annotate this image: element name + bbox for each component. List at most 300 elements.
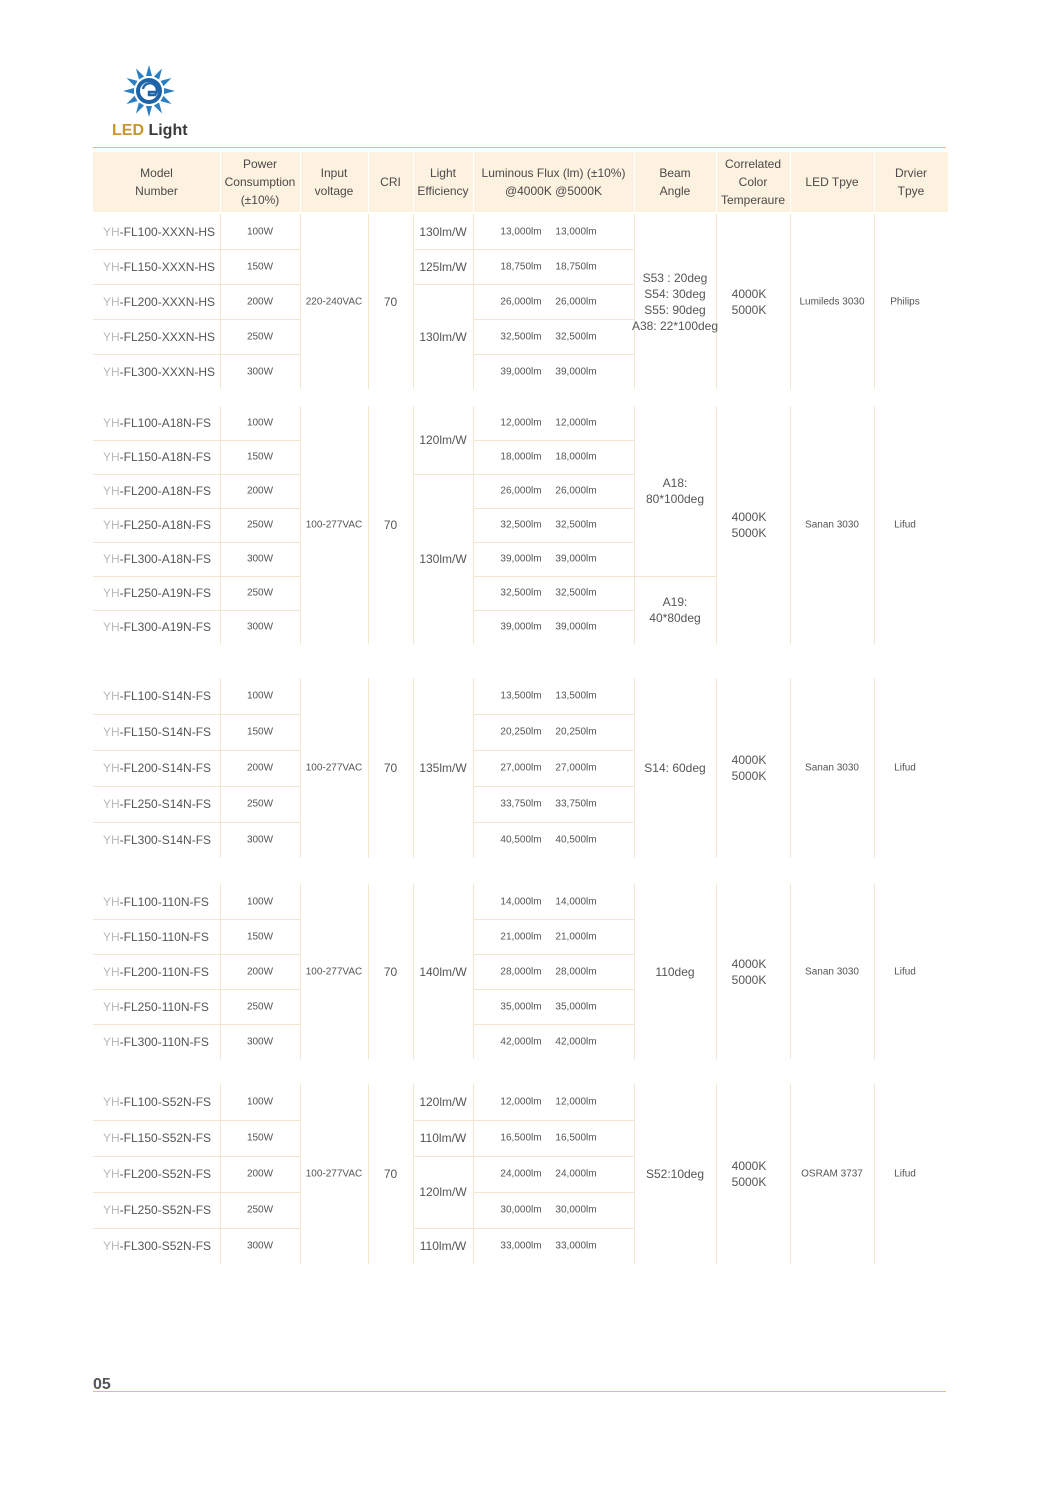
- row-divider: [473, 284, 634, 285]
- model-prefix: YH: [103, 797, 120, 811]
- header-separator: [368, 152, 369, 212]
- row-divider: [93, 750, 300, 751]
- power-value: 100W: [246, 896, 274, 907]
- power-value: 250W: [246, 1001, 274, 1012]
- model-prefix: YH: [103, 259, 120, 274]
- column-divider: [473, 678, 474, 858]
- flux-4000k: 39,000lm: [500, 621, 542, 633]
- flux-5000k: 13,000lm: [555, 226, 597, 237]
- logo-text: [112, 122, 188, 140]
- model-number: [103, 689, 211, 703]
- header-cell: Light Efficiency: [417, 166, 469, 198]
- row-divider: [473, 474, 634, 475]
- row-divider: [473, 1228, 634, 1229]
- model-suffix: -FL100-110N-FS: [119, 894, 209, 909]
- column-divider: [716, 884, 717, 1059]
- row-divider: [473, 1192, 634, 1193]
- flux-4000k: 24,000lm: [500, 1168, 542, 1180]
- column-divider: [634, 678, 635, 858]
- flux-4000k: 40,500lm: [500, 834, 542, 846]
- column-divider: [368, 406, 369, 644]
- model-suffix: -FL300-S52N-FS: [119, 1239, 212, 1253]
- model-number: [103, 833, 211, 847]
- model-suffix: -FL200-XXXN-HS: [119, 294, 216, 309]
- beam-angle: S52:10deg: [645, 1167, 705, 1181]
- row-divider: [93, 249, 300, 250]
- column-divider: [874, 1084, 875, 1264]
- beam-angle: S14: 60deg: [644, 761, 706, 775]
- column-divider: [368, 214, 369, 389]
- company-logo: [108, 64, 208, 144]
- column-divider: [634, 1084, 635, 1264]
- row-divider: [93, 542, 300, 543]
- flux-4000k: 12,000lm: [500, 1096, 542, 1108]
- model-prefix: YH: [103, 1095, 120, 1109]
- model-suffix: -FL150-XXXN-HS: [119, 259, 216, 274]
- header-separator: [413, 152, 414, 212]
- flux-5000k: 26,000lm: [555, 296, 597, 307]
- page-number: 05: [93, 1376, 111, 1393]
- model-number: [103, 586, 211, 600]
- flux-4000k: 12,000lm: [500, 417, 542, 429]
- model-suffix: -FL300-110N-FS: [119, 1034, 209, 1049]
- header-separator: [220, 152, 221, 212]
- power-value: 200W: [246, 966, 274, 977]
- header-separator: [716, 152, 717, 212]
- flux-4000k: 26,000lm: [500, 296, 542, 307]
- flux-4000k: 13,000lm: [500, 226, 542, 237]
- header-cell: Correlated Color Temperaure: [720, 157, 786, 207]
- model-suffix: -FL250-S52N-FS: [119, 1203, 212, 1217]
- led-type: Sanan 3030: [805, 762, 859, 774]
- model-suffix: -FL100-A18N-FS: [119, 416, 212, 430]
- flux-4000k: 39,000lm: [500, 366, 542, 377]
- power-value: 100W: [246, 417, 274, 429]
- power-value: 200W: [246, 1168, 274, 1180]
- model-number: [103, 1203, 211, 1217]
- row-divider: [473, 508, 634, 509]
- model-prefix: YH: [103, 620, 120, 634]
- beam-angle: 110deg: [655, 964, 695, 979]
- model-prefix: YH: [103, 964, 120, 979]
- model-prefix: YH: [103, 224, 120, 239]
- flux-4000k: 26,000lm: [500, 485, 542, 497]
- model-suffix: -FL250-110N-FS: [119, 999, 209, 1014]
- logo-word: Light: [148, 122, 188, 139]
- model-suffix: -FL200-A18N-FS: [119, 484, 212, 498]
- model-number: [103, 260, 215, 274]
- column-divider: [368, 678, 369, 858]
- flux-5000k: 33,750lm: [555, 798, 597, 810]
- flux-5000k: 32,500lm: [555, 331, 597, 342]
- row-divider: [473, 249, 634, 250]
- model-number: [103, 761, 211, 775]
- model-number: [103, 797, 211, 811]
- power-value: 250W: [246, 519, 274, 531]
- flux-4000k: 33,750lm: [500, 798, 542, 810]
- column-divider: [368, 884, 369, 1059]
- row-divider: [473, 319, 634, 320]
- model-prefix: YH: [103, 725, 120, 739]
- model-suffix: -FL100-S14N-FS: [119, 689, 212, 703]
- model-prefix: YH: [103, 761, 120, 775]
- row-divider: [413, 1156, 473, 1157]
- row-divider: [93, 1024, 300, 1025]
- model-number: [103, 1239, 211, 1253]
- flux-5000k: 13,500lm: [555, 690, 597, 702]
- model-prefix: YH: [103, 833, 120, 847]
- flux-4000k: 13,500lm: [500, 690, 542, 702]
- column-divider: [220, 406, 221, 644]
- power-value: 250W: [246, 1204, 274, 1216]
- row-divider: [473, 786, 634, 787]
- power-value: 100W: [246, 1096, 274, 1108]
- model-prefix: YH: [103, 484, 120, 498]
- flux-4000k: 20,250lm: [500, 726, 542, 738]
- flux-4000k: 16,500lm: [500, 1132, 542, 1144]
- row-divider: [93, 714, 300, 715]
- flux-5000k: 18,000lm: [555, 451, 597, 463]
- light-efficiency: 125lm/W: [419, 259, 467, 274]
- cri-value: 70: [383, 1167, 398, 1181]
- column-divider: [300, 678, 301, 858]
- power-value: 200W: [246, 762, 274, 774]
- flux-5000k: 12,000lm: [555, 417, 597, 429]
- column-divider: [790, 214, 791, 389]
- model-number: [103, 620, 211, 634]
- flux-4000k: 21,000lm: [500, 931, 542, 942]
- header-cell: Luminous Flux (lm) (±10%) @4000K @5000K: [481, 166, 626, 198]
- flux-4000k: 28,000lm: [500, 966, 542, 977]
- bottom-rule: [93, 1391, 946, 1392]
- model-prefix: YH: [103, 294, 120, 309]
- column-divider: [473, 1084, 474, 1264]
- model-suffix: -FL200-S14N-FS: [119, 761, 212, 775]
- model-prefix: YH: [103, 1167, 120, 1181]
- model-suffix: -FL200-S52N-FS: [119, 1167, 212, 1181]
- model-suffix: -FL300-A19N-FS: [119, 620, 212, 634]
- column-divider: [220, 884, 221, 1059]
- column-divider: [790, 406, 791, 644]
- row-divider: [93, 954, 300, 955]
- row-divider: [473, 440, 634, 441]
- row-divider: [93, 1192, 300, 1193]
- column-divider: [473, 214, 474, 389]
- header-cell: Drvier Tpye: [895, 166, 927, 198]
- model-number: [103, 552, 211, 566]
- power-value: 300W: [246, 621, 274, 633]
- row-divider: [413, 284, 473, 285]
- model-number: [103, 518, 211, 532]
- flux-5000k: 30,000lm: [555, 1204, 597, 1216]
- model-number: [103, 930, 209, 944]
- model-prefix: YH: [103, 1203, 120, 1217]
- light-efficiency: 140lm/W: [419, 964, 467, 979]
- column-divider: [790, 678, 791, 858]
- column-divider: [716, 406, 717, 644]
- row-divider: [93, 610, 300, 611]
- row-divider: [93, 576, 300, 577]
- color-temperature: 4000K 5000K: [731, 510, 767, 540]
- model-suffix: -FL200-110N-FS: [119, 964, 209, 979]
- led-type: Lumileds 3030: [799, 296, 865, 307]
- cri-value: 70: [383, 518, 398, 532]
- model-suffix: -FL150-S52N-FS: [119, 1131, 212, 1145]
- power-value: 150W: [246, 261, 274, 272]
- model-number: [103, 365, 215, 379]
- light-efficiency: 130lm/W: [419, 552, 467, 566]
- model-number: [103, 725, 211, 739]
- power-value: 300W: [246, 834, 274, 846]
- cri-value: 70: [383, 761, 398, 775]
- cri-value: 70: [383, 964, 398, 979]
- flux-5000k: 39,000lm: [555, 366, 597, 377]
- header-separator: [300, 152, 301, 212]
- cri-value: 70: [383, 294, 398, 309]
- row-divider: [473, 1156, 634, 1157]
- model-suffix: -FL250-A18N-FS: [119, 518, 212, 532]
- flux-4000k: 33,000lm: [500, 1240, 542, 1252]
- model-suffix: -FL100-S52N-FS: [119, 1095, 212, 1109]
- column-divider: [300, 884, 301, 1059]
- model-suffix: -FL100-XXXN-HS: [119, 224, 216, 239]
- flux-5000k: 24,000lm: [555, 1168, 597, 1180]
- table-header: [93, 152, 948, 212]
- row-divider: [634, 576, 716, 577]
- color-temperature: 4000K 5000K: [731, 286, 767, 317]
- light-efficiency: 130lm/W: [419, 329, 467, 344]
- model-suffix: -FL300-S14N-FS: [119, 833, 212, 847]
- model-number: [103, 225, 215, 239]
- row-divider: [93, 474, 300, 475]
- row-divider: [473, 610, 634, 611]
- model-number: [103, 450, 211, 464]
- flux-4000k: 18,000lm: [500, 451, 542, 463]
- beam-angle: S53 : 20deg S54: 30deg S55: 90deg A38: 22*100deg: [631, 270, 719, 333]
- power-value: 300W: [246, 1036, 274, 1047]
- flux-5000k: 26,000lm: [555, 485, 597, 497]
- row-divider: [93, 786, 300, 787]
- flux-5000k: 18,750lm: [555, 261, 597, 272]
- input-voltage: 100-277VAC: [305, 762, 363, 774]
- model-prefix: YH: [103, 1034, 120, 1049]
- flux-5000k: 42,000lm: [555, 1036, 597, 1047]
- logo-brand: LED: [112, 122, 144, 139]
- header-cell: Power Consumption (±10%): [224, 157, 296, 207]
- column-divider: [413, 884, 414, 1059]
- column-divider: [220, 214, 221, 389]
- power-value: 150W: [246, 451, 274, 463]
- flux-4000k: 42,000lm: [500, 1036, 542, 1047]
- flux-5000k: 32,500lm: [555, 587, 597, 599]
- header-separator: [790, 152, 791, 212]
- row-divider: [473, 989, 634, 990]
- flux-5000k: 14,000lm: [555, 896, 597, 907]
- model-number: [103, 484, 211, 498]
- model-suffix: -FL300-A18N-FS: [119, 552, 212, 566]
- model-prefix: YH: [103, 1131, 120, 1145]
- model-suffix: -FL300-XXXN-HS: [119, 364, 216, 379]
- column-divider: [716, 678, 717, 858]
- flux-5000k: 20,250lm: [555, 726, 597, 738]
- row-divider: [93, 1228, 300, 1229]
- flux-5000k: 16,500lm: [555, 1132, 597, 1144]
- input-voltage: 100-277VAC: [305, 519, 363, 531]
- color-temperature: 4000K 5000K: [731, 753, 767, 783]
- model-number: [103, 330, 215, 344]
- flux-5000k: 40,500lm: [555, 834, 597, 846]
- driver-type: Lifud: [894, 762, 916, 774]
- flux-4000k: 30,000lm: [500, 1204, 542, 1216]
- row-divider: [413, 1228, 473, 1229]
- column-divider: [874, 678, 875, 858]
- flux-4000k: 18,750lm: [500, 261, 542, 272]
- model-suffix: -FL150-A18N-FS: [119, 450, 212, 464]
- row-divider: [473, 714, 634, 715]
- flux-5000k: 12,000lm: [555, 1096, 597, 1108]
- model-prefix: YH: [103, 999, 120, 1014]
- led-type: Sanan 3030: [805, 966, 859, 977]
- row-divider: [473, 1120, 634, 1121]
- power-value: 200W: [246, 485, 274, 497]
- flux-5000k: 32,500lm: [555, 519, 597, 531]
- row-divider: [93, 822, 300, 823]
- model-prefix: YH: [103, 689, 120, 703]
- model-number: [103, 965, 209, 979]
- power-value: 150W: [246, 726, 274, 738]
- row-divider: [93, 1156, 300, 1157]
- row-divider: [473, 750, 634, 751]
- header-cell: Beam Angle: [659, 166, 691, 198]
- flux-5000k: 39,000lm: [555, 553, 597, 565]
- beam-angle: A19: 40*80deg: [649, 595, 701, 625]
- model-prefix: YH: [103, 416, 120, 430]
- column-divider: [413, 1084, 414, 1264]
- column-divider: [220, 678, 221, 858]
- power-value: 300W: [246, 553, 274, 565]
- color-temperature: 4000K 5000K: [731, 1159, 767, 1189]
- flux-4000k: 35,000lm: [500, 1001, 542, 1012]
- column-divider: [368, 1084, 369, 1264]
- power-value: 300W: [246, 366, 274, 377]
- row-divider: [473, 954, 634, 955]
- flux-5000k: 35,000lm: [555, 1001, 597, 1012]
- driver-type: Lifud: [894, 519, 916, 531]
- light-efficiency: 135lm/W: [419, 761, 467, 775]
- input-voltage: 100-277VAC: [305, 1168, 363, 1180]
- input-voltage: 220-240VAC: [305, 296, 363, 307]
- row-divider: [93, 319, 300, 320]
- power-value: 100W: [246, 690, 274, 702]
- row-divider: [413, 474, 473, 475]
- model-prefix: YH: [103, 552, 120, 566]
- row-divider: [473, 576, 634, 577]
- driver-type: Lifud: [894, 966, 916, 977]
- flux-4000k: 32,500lm: [500, 587, 542, 599]
- flux-4000k: 14,000lm: [500, 896, 542, 907]
- flux-4000k: 32,500lm: [500, 331, 542, 342]
- header-cell: Input voltage: [314, 166, 354, 198]
- sun-logo-icon: [122, 64, 176, 118]
- flux-5000k: 39,000lm: [555, 621, 597, 633]
- model-suffix: -FL150-110N-FS: [119, 929, 209, 944]
- row-divider: [473, 822, 634, 823]
- driver-type: Lifud: [894, 1168, 916, 1180]
- row-divider: [93, 1120, 300, 1121]
- flux-4000k: 32,500lm: [500, 519, 542, 531]
- model-suffix: -FL250-S14N-FS: [119, 797, 212, 811]
- header-cell: LED Tpye: [805, 175, 859, 189]
- flux-5000k: 28,000lm: [555, 966, 597, 977]
- model-number: [103, 1167, 211, 1181]
- flux-4000k: 39,000lm: [500, 553, 542, 565]
- column-divider: [634, 406, 635, 644]
- model-prefix: YH: [103, 929, 120, 944]
- top-rule: [93, 147, 946, 148]
- model-suffix: -FL150-S14N-FS: [119, 725, 212, 739]
- model-number: [103, 895, 209, 909]
- driver-type: Philips: [890, 296, 920, 307]
- row-divider: [93, 508, 300, 509]
- power-value: 250W: [246, 798, 274, 810]
- column-divider: [716, 1084, 717, 1264]
- column-divider: [473, 884, 474, 1059]
- light-efficiency: 110lm/W: [419, 1131, 467, 1145]
- beam-angle: A18: 80*100deg: [645, 476, 705, 506]
- column-divider: [790, 1084, 791, 1264]
- model-prefix: YH: [103, 329, 120, 344]
- model-number: [103, 1035, 209, 1049]
- column-divider: [300, 214, 301, 389]
- column-divider: [413, 678, 414, 858]
- row-divider: [93, 284, 300, 285]
- header-cell: Model Number: [135, 166, 178, 198]
- power-value: 200W: [246, 296, 274, 307]
- light-efficiency: 120lm/W: [419, 433, 467, 447]
- power-value: 300W: [246, 1240, 274, 1252]
- model-suffix: -FL250-A19N-FS: [119, 586, 212, 600]
- model-number: [103, 1000, 209, 1014]
- model-prefix: YH: [103, 586, 120, 600]
- column-divider: [473, 406, 474, 644]
- led-type: Sanan 3030: [805, 519, 859, 531]
- model-prefix: YH: [103, 1239, 120, 1253]
- column-divider: [413, 406, 414, 644]
- column-divider: [300, 1084, 301, 1264]
- light-efficiency: 110lm/W: [419, 1239, 467, 1253]
- model-number: [103, 295, 215, 309]
- model-suffix: -FL250-XXXN-HS: [119, 329, 216, 344]
- row-divider: [93, 440, 300, 441]
- model-prefix: YH: [103, 450, 120, 464]
- light-efficiency: 130lm/W: [419, 224, 467, 239]
- header-separator: [634, 152, 635, 212]
- led-type: OSRAM 3737: [801, 1168, 863, 1180]
- row-divider: [473, 919, 634, 920]
- flux-5000k: 33,000lm: [555, 1240, 597, 1252]
- model-prefix: YH: [103, 364, 120, 379]
- column-divider: [220, 1084, 221, 1264]
- power-value: 100W: [246, 226, 274, 237]
- model-prefix: YH: [103, 518, 120, 532]
- light-efficiency: 120lm/W: [419, 1185, 467, 1199]
- column-divider: [790, 884, 791, 1059]
- column-divider: [634, 884, 635, 1059]
- power-value: 150W: [246, 931, 274, 942]
- input-voltage: 100-277VAC: [305, 966, 363, 977]
- column-divider: [300, 406, 301, 644]
- light-efficiency: 120lm/W: [419, 1095, 467, 1109]
